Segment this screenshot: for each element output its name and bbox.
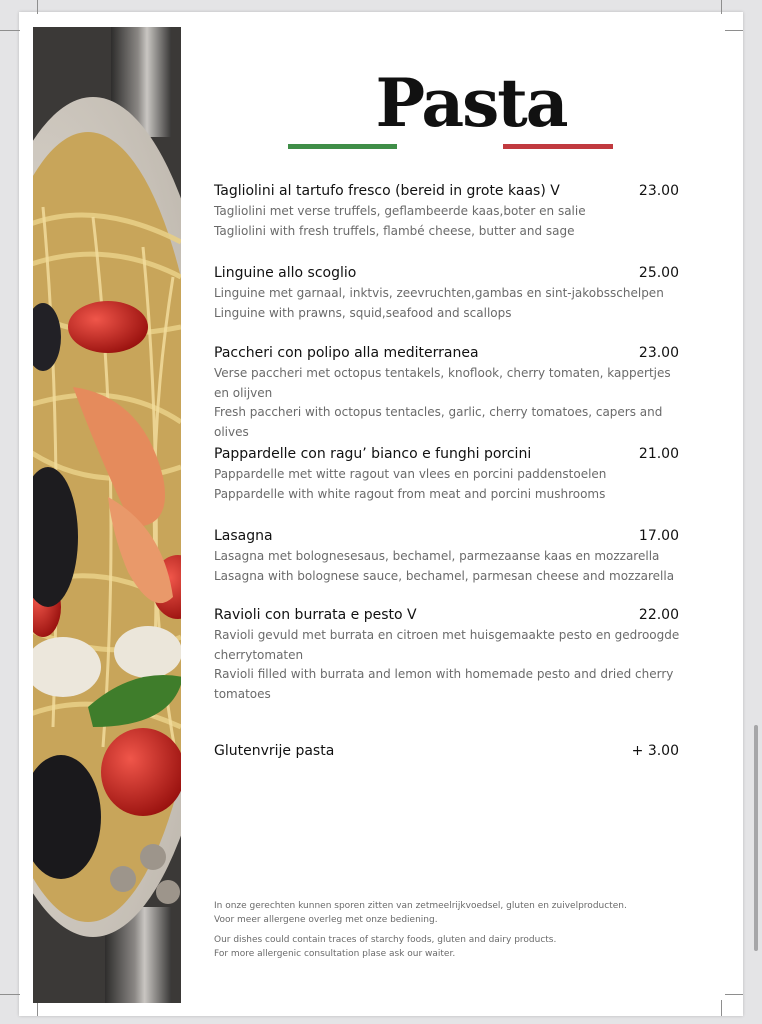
- allergen-note-en: [214, 934, 684, 961]
- dish-name: Paccheri con polipo alla mediterranea: [214, 345, 479, 361]
- allergen-note-en-line1: Our dishes could contain traces of starchy foods, gluten and dairy products.: [214, 935, 557, 945]
- crop-mark-bottom-right-v: [721, 1000, 722, 1016]
- extra-price: + 3.00: [631, 743, 679, 759]
- crop-mark-top-left-h: [0, 30, 20, 31]
- dish-name: Linguine allo scoglio: [214, 265, 357, 281]
- dish-description-nl: Tagliolini met verse truffels, geflambeerde kaas,boter en salie: [214, 204, 586, 218]
- dish-name: Pappardelle con ragu’ bianco e funghi porcini: [214, 446, 532, 462]
- page-title: Pasta: [375, 64, 567, 142]
- dish-description-en: Ravioli filled with burrata and lemon with homemade pesto and dried cherry tomatoes: [214, 667, 674, 701]
- allergen-note-nl-line2: Voor meer allergene overleg met onze bediening.: [214, 914, 438, 925]
- dish-description-en: Fresh paccheri with octopus tentacles, garlic, cherry tomatoes, capers and olives: [214, 405, 663, 439]
- crop-mark-top-right-v: [721, 0, 722, 14]
- dish-name: Tagliolini al tartufo fresco (bereid in grote kaas) V: [214, 183, 560, 199]
- dish-description-en: Tagliolini with fresh truffels, flambé cheese, butter and sage: [214, 223, 575, 238]
- seafood-pasta-photo: [33, 27, 181, 1003]
- dish-name: Lasagna: [214, 528, 273, 544]
- menu-page: [19, 12, 743, 1016]
- flag-bar-green: [288, 144, 397, 149]
- dish-price: 25.00: [638, 265, 679, 281]
- dish-description-nl: Pappardelle met witte ragout van vlees en porcini paddenstoelen: [214, 467, 607, 481]
- dish-price: 21.00: [638, 446, 679, 462]
- dish-price: 23.00: [638, 183, 679, 199]
- menu-item: [214, 262, 685, 323]
- dish-description-en: Lasagna with bolognese sauce, bechamel, parmesan cheese and mozzarella: [214, 568, 675, 583]
- crop-mark-bottom-right-h: [725, 994, 743, 995]
- dish-price: 22.00: [638, 607, 679, 623]
- dish-price: 23.00: [638, 345, 679, 361]
- dish-description-nl: Ravioli gevuld met burrata en citroen met huisgemaakte pesto en gedroogde cherrytomaten: [214, 628, 680, 662]
- menu-item: [214, 443, 685, 504]
- extra-name: Glutenvrije pasta: [214, 743, 335, 759]
- crop-mark-top-right-h: [725, 30, 743, 31]
- flag-bar-red: [503, 144, 613, 149]
- dish-description-en: Linguine with prawns, squid,seafood and scallops: [214, 305, 512, 320]
- dish-name: Ravioli con burrata e pesto V: [214, 607, 417, 623]
- allergen-notes: [214, 900, 684, 968]
- menu-item: [214, 180, 685, 241]
- menu-item-extra: [214, 740, 685, 762]
- dish-description-nl: Linguine met garnaal, inktvis, zeevruchten,gambas en sint-jakobsschelpen: [214, 286, 664, 300]
- crop-mark-bottom-left-h: [0, 994, 20, 995]
- crop-mark-top-left-v: [37, 0, 38, 14]
- dish-price: 17.00: [638, 528, 679, 544]
- scrollbar-thumb[interactable]: [754, 725, 758, 951]
- dish-description-nl: Verse paccheri met octopus tentakels, knoflook, cherry tomaten, kappertjes en olijven: [214, 366, 671, 400]
- menu-item: [214, 604, 685, 704]
- allergen-note-nl: [214, 900, 684, 927]
- dish-description-en: Pappardelle with white ragout from meat and porcini mushrooms: [214, 486, 606, 501]
- dish-description-nl: Lasagna met bolognesesaus, bechamel, parmezaanse kaas en mozzarella: [214, 549, 660, 563]
- menu-item: [214, 525, 685, 586]
- menu-item: [214, 342, 685, 442]
- allergen-note-en-line2: For more allergenic consultation plase ask our waiter.: [214, 948, 456, 959]
- allergen-note-nl-line1: In onze gerechten kunnen sporen zitten van zetmeelrijkvoedsel, gluten en zuivelproducten.: [214, 901, 627, 911]
